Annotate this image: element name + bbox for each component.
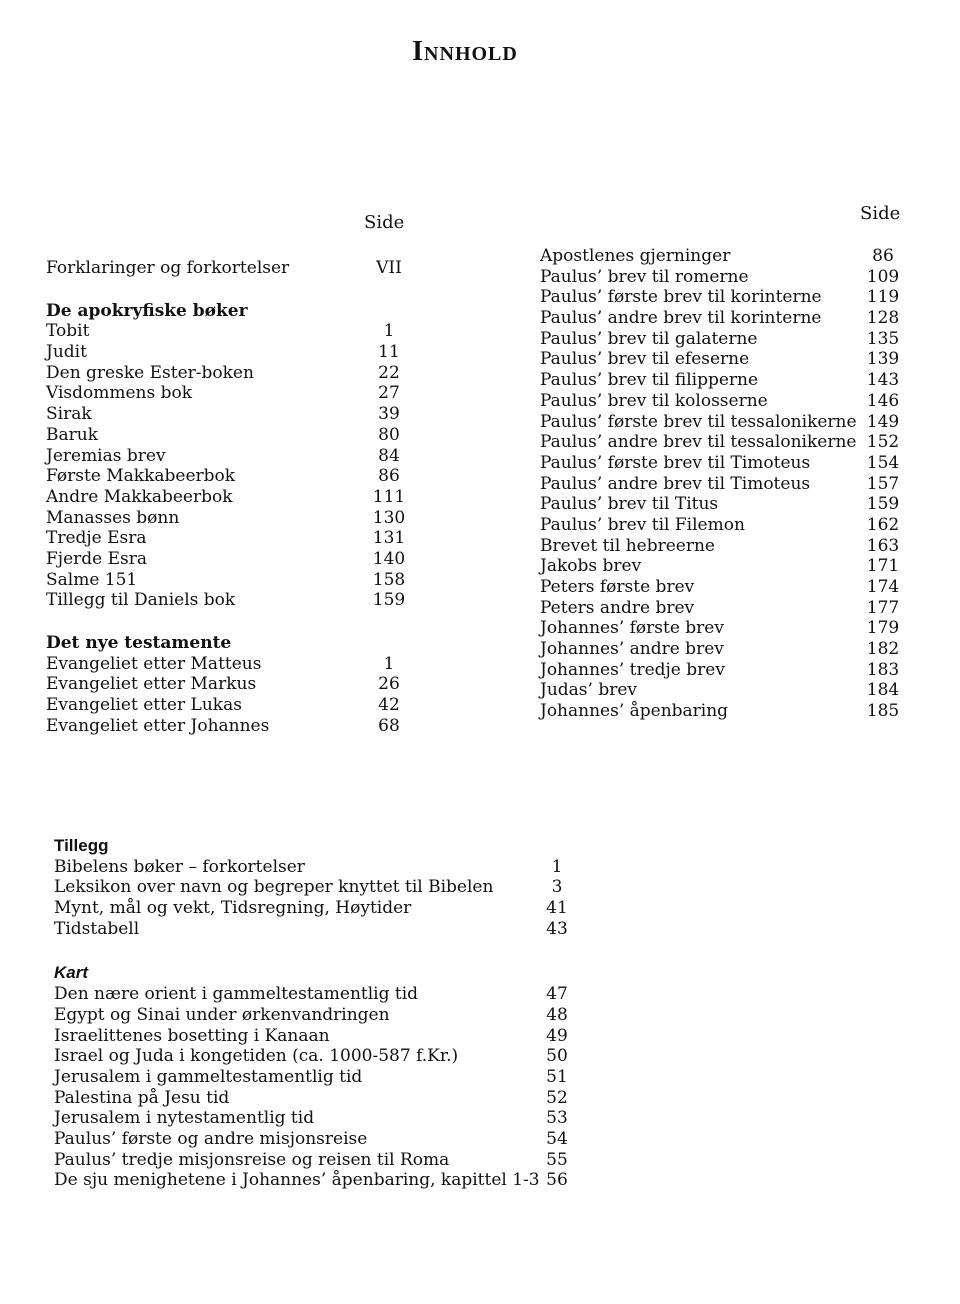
entry-title: Paulus’ brev til kolosserne [540, 390, 768, 411]
entry-page: 52 [546, 1087, 568, 1108]
toc-entry[interactable] [46, 425, 426, 446]
entry-page: 128 [866, 308, 900, 329]
toc-entry[interactable] [540, 639, 910, 660]
toc-entry[interactable] [46, 695, 426, 716]
toc-entry[interactable] [540, 246, 910, 267]
entry-title: Paulus’ første brev til korinterne [540, 287, 822, 308]
new-testament-list [46, 654, 426, 737]
toc-entry[interactable] [540, 474, 910, 495]
toc-entry[interactable] [540, 412, 910, 433]
entry-page: 140 [372, 548, 406, 569]
entry-title: Den greske Ester-boken [46, 362, 254, 383]
kart-list [54, 984, 584, 1191]
entry-page: 184 [866, 680, 900, 701]
entry-page: 109 [866, 266, 900, 287]
entry-page: 51 [546, 1066, 568, 1087]
entry-page: 48 [546, 1004, 568, 1025]
toc-entry[interactable] [54, 1170, 584, 1191]
entry-title: Israel og Juda i kongetiden (ca. 1000-587 f.Kr.) [54, 1046, 459, 1067]
toc-entry[interactable] [46, 528, 426, 549]
entry-page: 135 [866, 328, 900, 349]
toc-entry[interactable] [540, 577, 910, 598]
entry-page: 47 [546, 984, 568, 1005]
entry-page: 43 [546, 918, 568, 939]
toc-entry[interactable] [540, 618, 910, 639]
entry-page: 163 [866, 535, 900, 556]
entry-page: 86 [872, 246, 894, 266]
entry-title: Peters første brev [540, 577, 695, 597]
entry-page: 158 [372, 569, 406, 590]
toc-entry[interactable] [54, 898, 584, 919]
toc-entry[interactable] [54, 1129, 584, 1150]
entry-title: Egypt og Sinai under ørkenvandringen [54, 1004, 390, 1025]
toc-entry[interactable] [46, 487, 426, 508]
toc-entry[interactable] [46, 466, 426, 487]
entry-title: Apostlenes gjerninger [540, 246, 731, 266]
entry-page: 182 [866, 639, 900, 660]
entry-page: 152 [866, 432, 900, 453]
entry-title: Jerusalem i gammeltestamentlig tid [54, 1066, 363, 1087]
toc-entry[interactable] [540, 432, 910, 453]
toc-entry[interactable] [54, 1067, 584, 1088]
entry-title: Paulus’ brev til efeserne [540, 349, 750, 370]
entry-title: Visdommens bok [46, 383, 193, 404]
toc-entry[interactable] [54, 1150, 584, 1171]
entry-title: Jeremias brev [46, 445, 166, 466]
left-side-label: Side [364, 212, 405, 233]
entry-title: Johannes’ tredje brev [540, 659, 725, 680]
section-heading-kart: Kart [54, 963, 89, 983]
entry-page: 41 [546, 898, 568, 919]
entry-title: Judit [46, 342, 87, 363]
entry-page: 42 [378, 695, 400, 716]
spacer [46, 279, 426, 301]
entry-title: Den nære orient i gammeltestamentlig tid [54, 984, 419, 1005]
entry-title: Andre Makkabeerbok [46, 486, 233, 507]
toc-entry[interactable] [540, 349, 910, 370]
toc-entry[interactable] [46, 258, 426, 279]
entry-page: 80 [378, 424, 400, 445]
entry-page: 54 [546, 1128, 568, 1149]
entry-title: Paulus’ brev til romerne [540, 266, 749, 287]
entry-page: 1 [383, 321, 395, 342]
left-column [46, 258, 426, 736]
entry-page: 11 [378, 342, 400, 363]
entry-page: VII [376, 258, 402, 278]
toc-entry[interactable] [540, 701, 910, 722]
entry-title: Paulus’ brev til Titus [540, 494, 719, 515]
entry-page: 3 [551, 877, 563, 898]
right-column [540, 246, 910, 722]
toc-entry[interactable] [540, 308, 910, 329]
entry-title: Leksikon over navn og begreper knyttet til Bibelen [54, 877, 494, 898]
entry-title: Paulus’ andre brev til tessalonikerne [540, 432, 857, 453]
section-heading-apocrypha: De apokryfiske bøker [46, 300, 248, 321]
entry-page: 39 [378, 404, 400, 425]
page-title: Innhold [412, 36, 518, 67]
right-side-label: Side [860, 203, 901, 224]
entry-title: Jakobs brev [540, 556, 642, 577]
toc-entry[interactable] [46, 716, 426, 737]
entry-title: Salme 151 [46, 569, 138, 590]
entry-page: 53 [546, 1108, 568, 1129]
toc-entry[interactable] [46, 446, 426, 467]
entry-title: Forklaringer og forkortelser [46, 258, 290, 278]
entry-title: Evangeliet etter Lukas [46, 695, 242, 716]
toc-entry[interactable] [540, 391, 910, 412]
entry-title: Paulus’ brev til Filemon [540, 514, 745, 535]
toc-entry[interactable] [46, 363, 426, 384]
entry-title: Brevet til hebreerne [540, 535, 715, 556]
entry-title: Paulus’ første brev til Timoteus [540, 452, 811, 473]
toc-entry[interactable] [46, 508, 426, 529]
entry-title: Paulus’ første brev til tessalonikerne [540, 411, 857, 432]
entry-page: 49 [546, 1025, 568, 1046]
toc-entry[interactable] [54, 877, 584, 898]
entry-page: 146 [866, 390, 900, 411]
entry-title: Johannes’ første brev [540, 618, 724, 639]
toc-entry[interactable] [54, 984, 584, 1005]
entry-page: 177 [866, 597, 900, 618]
entry-page: 1 [383, 653, 395, 674]
entry-title: Paulus’ tredje misjonsreise og reisen til Roma [54, 1149, 450, 1170]
entry-title: Judas’ brev [540, 680, 637, 701]
entry-page: 50 [546, 1046, 568, 1067]
entry-title: Paulus’ andre brev til korinterne [540, 308, 822, 329]
entry-page: 84 [378, 445, 400, 466]
entry-title: Palestina på Jesu tid [54, 1087, 230, 1108]
entry-page: 154 [866, 452, 900, 473]
toc-entry[interactable] [540, 329, 910, 350]
entry-title: Paulus’ brev til galaterne [540, 328, 758, 349]
entry-title: Bibelens bøker – forkortelser [54, 856, 305, 877]
entry-page: 171 [866, 556, 900, 577]
toc-entry[interactable] [540, 598, 910, 619]
entry-page: 56 [546, 1170, 568, 1191]
toc-entry[interactable] [46, 342, 426, 363]
entry-title: Manasses bønn [46, 507, 180, 528]
entry-title: Paulus’ andre brev til Timoteus [540, 473, 811, 494]
spacer [54, 939, 584, 963]
entry-page: 159 [866, 494, 900, 515]
toc-entry[interactable] [540, 680, 910, 701]
toc-entry[interactable] [540, 494, 910, 515]
entry-page: 131 [372, 528, 406, 549]
entry-page: 157 [866, 473, 900, 494]
toc-entry[interactable] [540, 536, 910, 557]
entry-title: Paulus’ brev til filipperne [540, 370, 759, 391]
entry-title: Evangeliet etter Markus [46, 674, 257, 695]
entry-title: Fjerde Esra [46, 548, 147, 569]
toc-entry[interactable] [46, 321, 426, 342]
toc-entry[interactable] [46, 570, 426, 591]
toc-entry[interactable] [540, 660, 910, 681]
toc-entry[interactable] [540, 287, 910, 308]
spacer [46, 611, 426, 633]
entry-title: Evangeliet etter Johannes [46, 715, 270, 736]
entry-title: Sirak [46, 404, 92, 425]
entry-page: 185 [866, 701, 900, 722]
entry-title: Tidstabell [54, 918, 140, 939]
entry-page: 68 [378, 715, 400, 736]
entry-title: Tobit [46, 321, 90, 342]
entry-page: 139 [866, 349, 900, 370]
tillegg-list [54, 857, 584, 940]
toc-entry[interactable] [540, 370, 910, 391]
entry-page: 1 [551, 856, 563, 877]
toc-entry[interactable] [540, 267, 910, 288]
entry-title: Johannes’ andre brev [540, 639, 724, 660]
toc-entry[interactable] [54, 1046, 584, 1067]
section-heading-new-testament: Det nye testamente [46, 633, 232, 653]
entry-page: 119 [866, 287, 900, 308]
entry-title: Første Makkabeerbok [46, 466, 236, 487]
entry-title: Evangeliet etter Matteus [46, 653, 262, 674]
toc-entry[interactable] [54, 1026, 584, 1047]
entry-page: 143 [866, 370, 900, 391]
entry-title: Tredje Esra [46, 528, 147, 549]
entry-page: 130 [372, 507, 406, 528]
entry-title: Jerusalem i nytestamentlig tid [54, 1108, 315, 1129]
entry-page: 111 [372, 486, 406, 507]
entry-page: 27 [378, 383, 400, 404]
entry-page: 174 [866, 577, 900, 597]
toc-entry[interactable] [46, 674, 426, 695]
toc-entry[interactable] [54, 919, 584, 940]
toc-entry[interactable] [46, 654, 426, 675]
entry-title: Baruk [46, 424, 99, 445]
entry-page: 183 [866, 659, 900, 680]
entry-page: 86 [378, 466, 400, 487]
apocrypha-list [46, 321, 426, 611]
entry-title: Johannes’ åpenbaring [540, 701, 729, 722]
entry-page: 149 [866, 411, 900, 432]
toc-entry[interactable] [540, 515, 910, 536]
entry-page: 26 [378, 674, 400, 695]
entry-title: Peters andre brev [540, 597, 695, 618]
entry-page: 22 [378, 362, 400, 383]
section-heading-tillegg: Tillegg [54, 836, 109, 855]
entry-page: 179 [866, 618, 900, 639]
entry-title: De sju menighetene i Johannes’ åpenbaring, kapittel 1-3 [54, 1170, 540, 1191]
toc-entry[interactable] [540, 453, 910, 474]
entry-title: Mynt, mål og vekt, Tidsregning, Høytider [54, 898, 412, 919]
entry-page: 159 [372, 590, 406, 611]
entry-page: 162 [866, 514, 900, 535]
toc-entry[interactable] [540, 556, 910, 577]
toc-entry[interactable] [54, 1005, 584, 1026]
toc-entry[interactable] [46, 383, 426, 404]
entry-title: Tillegg til Daniels bok [46, 590, 236, 611]
toc-entry[interactable] [46, 590, 426, 611]
toc-entry[interactable] [54, 1108, 584, 1129]
entry-title: Israelittenes bosetting i Kanaan [54, 1025, 330, 1046]
toc-entry[interactable] [54, 1088, 584, 1109]
toc-entry[interactable] [46, 404, 426, 425]
toc-entry[interactable] [54, 857, 584, 878]
entry-title: Paulus’ første og andre misjonsreise [54, 1128, 368, 1149]
entry-page: 55 [546, 1149, 568, 1170]
appendix-section [54, 836, 584, 1191]
toc-entry[interactable] [46, 549, 426, 570]
